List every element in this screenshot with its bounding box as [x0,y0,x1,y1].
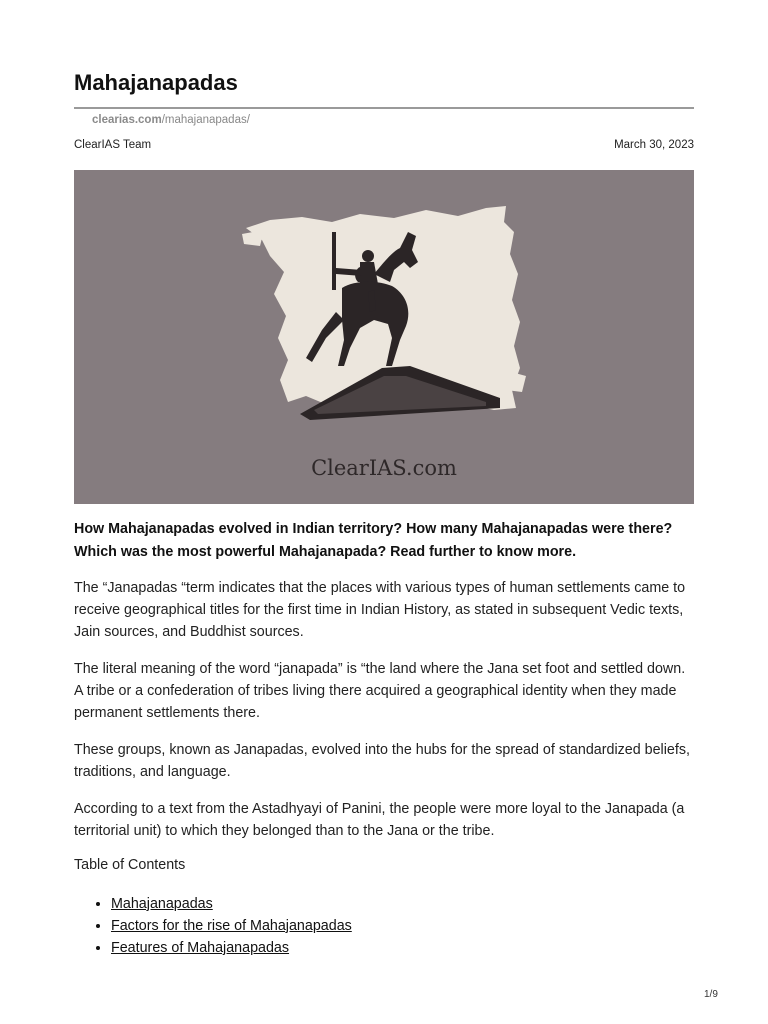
toc-item [111,893,352,915]
brush-edge [242,230,264,246]
publish-date: March 30, 2023 [614,139,694,151]
toc-link-factors[interactable]: Factors for the rise of Mahajanapadas [111,918,352,934]
title-divider [74,107,694,109]
hero-illustration [74,170,694,504]
toc-link-mahajanapadas[interactable]: Mahajanapadas [111,896,213,912]
body-paragraph: The literal meaning of the word “janapada” is “the land where the Jana set foot and settled down. A tribe or a confederation of tribes living there acquired a geographical identity when they made permanent settlements there. [74,661,686,721]
brush-edge [504,370,526,392]
hero-watermark: ClearIAS.com [311,456,457,480]
body-paragraph: The “Janapadas “term indicates that the places with various types of human settlements came to receive geographical titles for the first time in Indian History, as stated in subsequent Vedic texts, Jain sources, and Buddhist sources. [74,580,686,640]
body-paragraph: According to a text from the Astadhyayi of Panini, the people were more loyal to the Janapada (a territorial unit) to which they belonged than to the Jana or the tribe. [74,801,685,839]
source-domain: clearias.com [92,114,162,126]
toc-heading: Table of Contents [74,857,186,873]
body-paragraph: These groups, known as Janapadas, evolved into the hubs for the spread of standardized beliefs, traditions, and language. [74,742,690,780]
author: ClearIAS Team [74,139,152,151]
hero-image [74,170,694,504]
toc-link-features[interactable]: Features of Mahajanapadas [111,940,290,956]
source-path: /mahajanapadas/ [161,114,250,126]
source-url[interactable] [92,114,250,126]
page-title: Mahajanapadas [74,70,238,95]
table-of-contents [74,893,352,959]
lead-paragraph: How Mahajanapadas evolved in Indian territory? How many Mahajanapadas were there? Which was the most powerful Mahajanapada? Read further to know more. [74,521,673,560]
toc-item [111,937,352,959]
toc-item [111,915,352,937]
page-number: 1/9 [704,989,718,1000]
